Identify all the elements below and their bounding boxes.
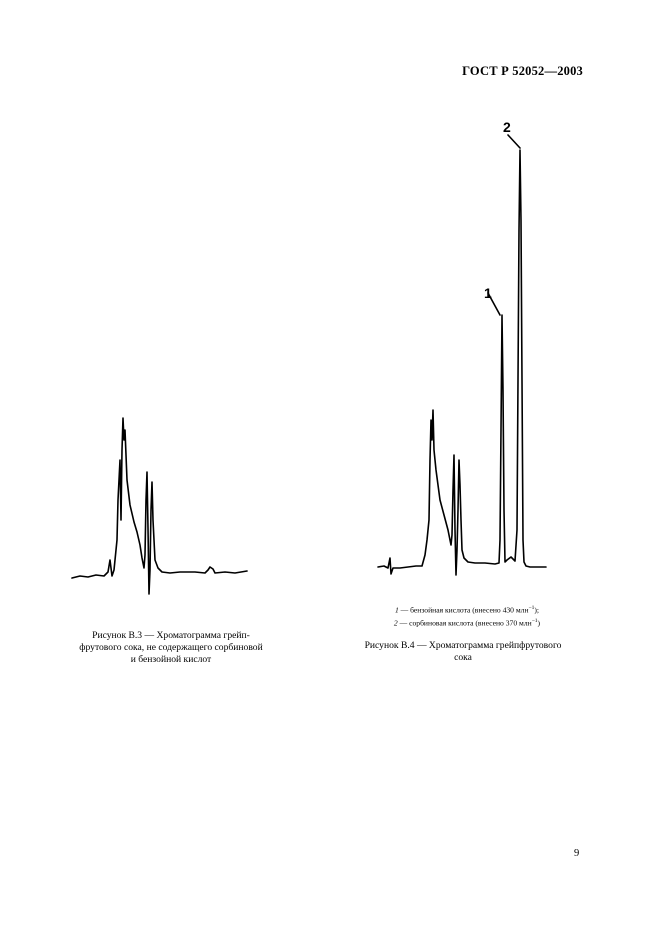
caption-line: сока (454, 652, 472, 663)
legend-item (337, 603, 597, 616)
document-code: ГОСТ Р 52052—2003 (462, 64, 583, 78)
figure-b4-legend (337, 603, 597, 628)
legend-item (337, 616, 597, 629)
chromatogram-trace-b3 (72, 418, 247, 594)
peak-1-label: 1 (484, 285, 492, 301)
figure-b4-caption (336, 640, 590, 664)
legend-text: — бензойная кислота (внесено 430 млн (398, 605, 529, 615)
legend-superscript: −1 (531, 617, 538, 624)
legend-tail: ) (537, 618, 541, 628)
chromatogram-b4 (370, 130, 560, 590)
caption-line: и бензойной кислот (130, 654, 212, 665)
caption-line: Рисунок В.4 — Хроматограмма грейпфрутового (364, 640, 562, 651)
legend-superscript: −1 (528, 605, 535, 611)
page-number: 9 (574, 848, 580, 859)
chromatogram-trace-b4 (378, 150, 546, 575)
caption-line: Рисунок В.3 — Хроматограмма грейп- (92, 630, 250, 641)
figure-b3-caption (58, 630, 284, 666)
chromatogram-b3 (60, 410, 260, 605)
legend-tail: ); (534, 605, 540, 615)
legend-number: 1 (394, 605, 399, 615)
legend-text: — сорбиновая кислота (внесено 370 млн (397, 618, 532, 628)
peak-2-label: 2 (503, 119, 511, 135)
peak-2-leader-line (508, 135, 520, 148)
caption-line: фрутового сока, не содержащего сорбиновой (79, 642, 263, 653)
legend-number: 2 (393, 618, 398, 628)
